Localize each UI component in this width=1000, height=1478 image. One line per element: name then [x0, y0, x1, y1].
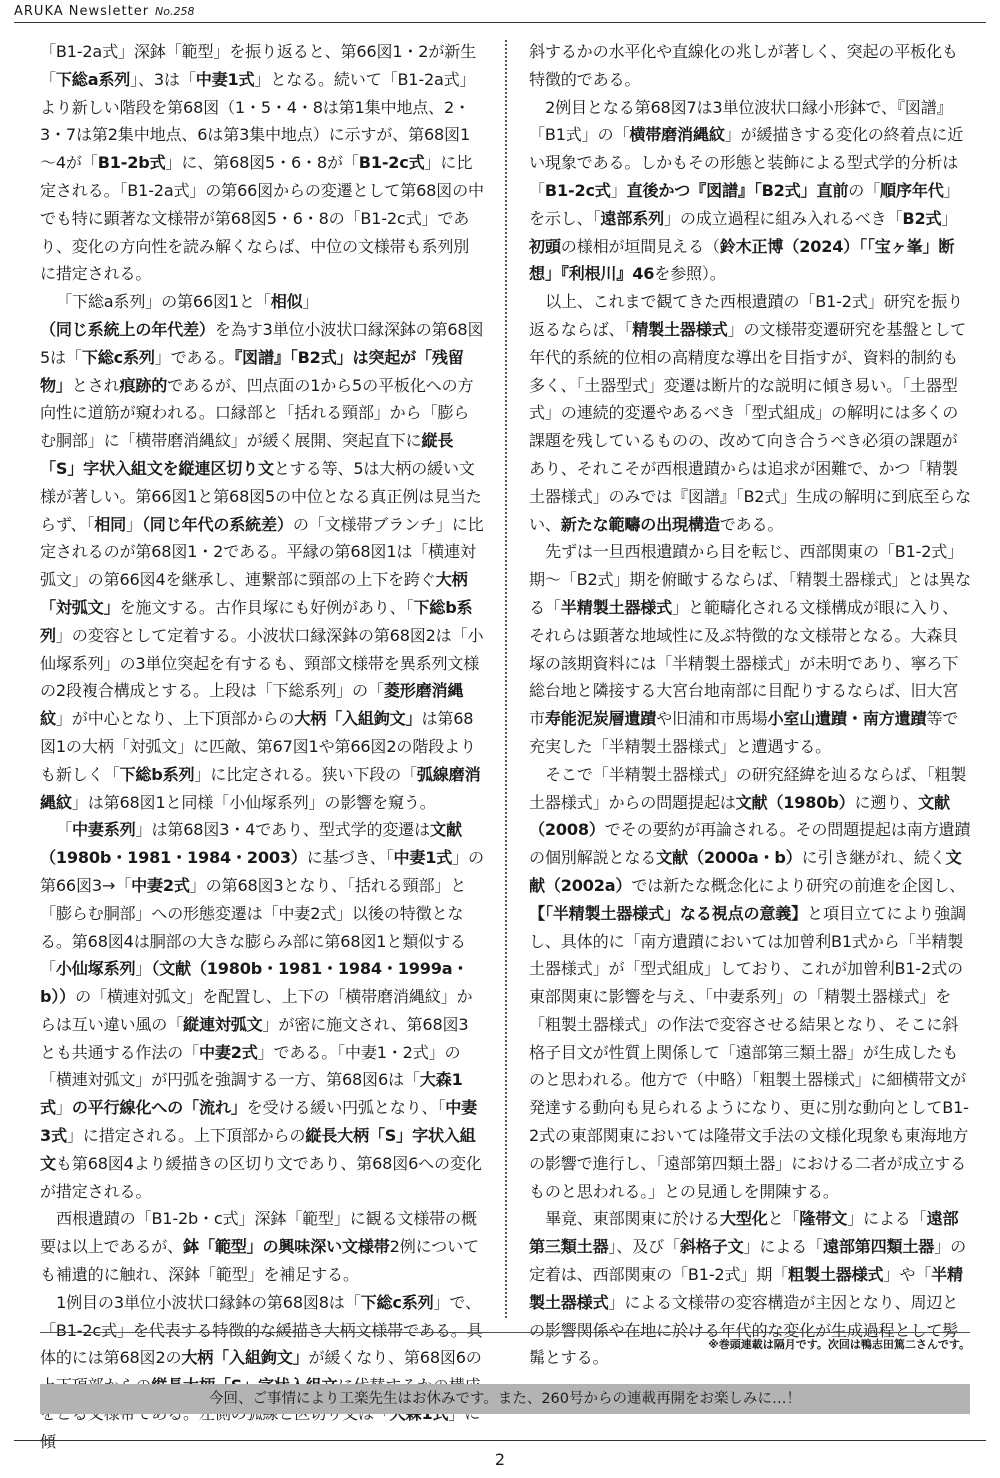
text-run: 以上、これまで観てきた西根遺蹟の「B1-2式」研究を振り返るならば、「	[529, 292, 964, 339]
text-run: に引き継がれ、続く	[801, 848, 946, 868]
text-run: 先ずは一旦西根遺蹟から目を転じ、西部関東の「B1-2式」期～「B2式」期を俯瞰するならば、「精製土器様式」とは異なる「	[529, 542, 971, 617]
bold-text: 下総c系列	[81, 347, 155, 367]
footnote: ※巻頭連載は隔月です。次回は鴨志田篤二さんです。	[708, 1338, 970, 1351]
bold-text: 下総a系列	[55, 69, 131, 89]
text-run: 」の第66図3→「	[40, 848, 484, 895]
article-column-left	[40, 38, 484, 1456]
text-run: 」	[302, 292, 319, 312]
bold-text: （文献（1980b・1981・1984・1999a・b））	[40, 959, 469, 1007]
bold-text: 大型化	[719, 1209, 768, 1229]
text-run: 「B1-2a式」深鉢「範型」を振り返ると、第66図1・2が新生「	[40, 42, 477, 89]
text-run: 」と範疇化される文様構成が眼に入り、それらは顕著な地域性に及ぶ特徴的な文様帯となる。大森貝塚の該期資料には「半精製土器様式」が未明であり、寧ろ下総台地と隣接する大宮台地南部に目配りするならば、旧大宮市	[529, 597, 959, 729]
bold-text: 文献（2002a）	[529, 848, 962, 895]
text-run: 傾	[40, 1431, 56, 1451]
text-run: に遡り、	[854, 792, 919, 812]
bold-text: 大柄「入組鉤文」	[181, 1348, 309, 1368]
bold-text: 【「半精製土器様式」なる視点の意義】	[529, 903, 808, 923]
text-run: 」に、第68図5・6・8が「	[165, 153, 359, 173]
text-run: 」の変容として定着する。小波状口縁深鉢の第68図2は「小仙塚系列」の3単位突起を有するも、頸部文様帯を異系列文様の2段複合構成とする。上段は「下総系列」の「	[40, 625, 484, 701]
text-run: である。	[719, 514, 784, 534]
text-run: 畢竟、東部関東に於ける	[545, 1209, 720, 1229]
text-run: とされ	[71, 375, 120, 395]
text-run: 」が密に施文され、第68図3とも共通する作法の「	[40, 1014, 469, 1062]
newsletter-header	[14, 4, 195, 22]
text-run: 「	[56, 820, 72, 840]
bold-text: 鉢「範型」の興味深い文様帯	[183, 1237, 390, 1257]
bold-text: 菱形磨消縄紋	[40, 681, 464, 729]
bold-text: 縦長「S」字状入組文を縦連区切り文	[40, 431, 454, 478]
bold-text: 横帯磨消縄紋	[629, 125, 725, 145]
bold-text: 中妻1式	[393, 848, 453, 868]
bold-text: 『図譜』「B2式」は突起が「残留物」	[40, 347, 464, 395]
bold-text: B2式	[902, 208, 942, 228]
bold-text: 大森1式	[40, 1070, 463, 1118]
bold-text: 文献（2000a・b）	[656, 848, 802, 868]
text-run: 2例目となる第68図7は3単位波状口縁小形鉢で、『図譜』「B1式」の「	[529, 97, 953, 145]
bold-text: 文献（1980b・1981・1984・2003）	[40, 820, 462, 868]
bold-text: 弧線磨消縄紋	[40, 764, 481, 812]
bold-text: 大柄「対弧文」	[40, 570, 468, 617]
newsletter-title: ARUKA Newsletter	[14, 4, 150, 19]
paragraph	[529, 94, 972, 289]
paragraph	[40, 1289, 484, 1456]
paragraph	[40, 816, 484, 1205]
text-run: は第68図1の大柄「対弧文」に匹敵、第67図1や第66図2の階段よりも新しく「	[40, 709, 476, 784]
text-run: を為す3単位小波状口縁深鉢の第68図5は「	[40, 319, 484, 367]
column-divider	[505, 40, 507, 1318]
text-run: 」	[55, 1098, 72, 1118]
footer-rule	[14, 1440, 986, 1441]
text-run: 2例についても補遺的に触れ、深鉢「範型」を補足する。	[40, 1237, 479, 1285]
text-run: 」や「	[883, 1265, 932, 1285]
bold-text: B1-2b式	[97, 153, 166, 173]
text-run: の様相が垣間見える（	[560, 236, 720, 256]
text-run: 等で充実した「半精製土器様式」と遭遇する。	[529, 709, 959, 756]
text-run: 」で、「B1-2c式」を代表する特徴的な緩描き大柄文様帯である。具体的には第68図2の	[40, 1292, 483, 1368]
bold-text: 下総b系列	[119, 764, 195, 784]
text-run: を参照）。	[654, 264, 726, 284]
paragraph	[529, 538, 972, 760]
text-run: 「下総a系列」の第66図1と「	[56, 292, 271, 312]
header-rule	[14, 22, 986, 23]
text-run: 」が緩描きする変化の終着点に近い現象である。しかもその形態と装飾による型式学的分析は「	[529, 125, 964, 200]
bold-text: 小仙塚系列	[55, 959, 136, 979]
text-run: 」は第68図1と同様「小仙塚系列」の影響を窺う。	[71, 792, 436, 812]
text-run: が緩くなり、第68図6の	[308, 1348, 482, 1368]
bold-text: 遠部系列	[600, 208, 664, 228]
text-run: 」	[135, 959, 152, 979]
bold-text: 縦長大柄「S」字状入組文	[40, 1126, 476, 1173]
bold-text: 半精製土器様式	[560, 597, 673, 617]
bold-text: 文献（2008）	[529, 792, 950, 840]
text-run: 」による「	[847, 1209, 927, 1229]
text-run: 」に措定される。上下頂部からの	[66, 1126, 306, 1146]
bold-text: 粗製土器様式	[788, 1265, 884, 1285]
bold-text: の平行線化への「流れ」	[71, 1098, 247, 1118]
bold-text: 直前	[816, 180, 849, 200]
bold-text: 中妻2式	[198, 1042, 258, 1062]
text-run: 」の第68図3となり、「括れる頸部」と「膨らむ胴部」への形態変遷は「中妻2式」以後の特徴となる。第68図4は胴部の大きな膨らみ部に第68図1と類似する「	[40, 875, 467, 979]
bold-text: 大柄「入組鉤文」	[294, 709, 422, 729]
text-run: の「横連対弧文」を配置し、上下の「横帯磨消縄紋」からは互い違い風の「	[40, 987, 473, 1034]
text-run: 」、3は「	[130, 69, 196, 89]
paragraph	[40, 38, 484, 288]
text-run: 西根遺蹟の「B1-2b・c式」深鉢「範型」に観る文様帯の概要は以上であるが、	[40, 1209, 477, 1257]
bold-text: 中妻2式	[131, 875, 190, 895]
bold-text: B1-2c式	[544, 180, 611, 200]
text-run: の「文様帯ブランチ」に比定されるのが第68図1・2である。平縁の第68図1は「横連対弧文」の第66図4を継承し、連繋部に頸部の上下を跨ぐ	[40, 514, 484, 590]
page-number: 2	[494, 1450, 506, 1469]
text-run: も第68図4より緩描きの区切り文であり、第68図6への変化が措定される。	[40, 1153, 482, 1201]
footnote-rule	[40, 1332, 970, 1333]
bold-text: 小室山遺蹟・南方遺蹟	[767, 709, 927, 729]
issue-number: No.258	[155, 5, 195, 18]
bold-text: （同じ系統上の年代差）	[40, 319, 215, 339]
text-run: に基づき、「	[306, 848, 394, 868]
text-run: の「	[848, 180, 881, 200]
text-run: 」の定着は、西部関東の「B1-2式」期「	[529, 1237, 966, 1285]
text-run: 」である。	[154, 347, 235, 367]
text-run: 」の成立過程に組み入れるべき「	[664, 208, 903, 228]
bold-text: 直後かつ	[626, 180, 691, 200]
text-run: 」となる。続いて「B1-2a式」より新しい階段を第68図（1・5・4・8は第1集中地点、2・3・7は第2集中地点、6は第3集中地点）に示すが、第68図1～4が「	[40, 69, 476, 173]
paragraph	[40, 1205, 484, 1288]
text-run: 」は第68図3・4であり、型式学的変遷は	[135, 820, 431, 840]
bold-text: B1-2c式	[358, 153, 425, 173]
bold-text: 縦連対弧文	[183, 1014, 263, 1034]
bold-text: 文献（1980b）	[735, 792, 855, 812]
text-run: 」による「	[743, 1237, 823, 1257]
text-run: とする等、5は大柄の緩い文様が著しい。第66図1と第68図5の中位となる真正例は見当たらず、「	[40, 458, 482, 534]
text-run: 」の文様帯変遷研究を基盤として年代的系統的位相の高精度な導出を目指すが、資料的制約も多く、「土器型式」変遷は断片的な説明に傾き易い。「土器型式」の連続的変遷やあるべき「型式組成」の解明には多くの課題を残しているものの、改めて向き合うべき必須の課題があり、それこそが西根遺蹟からは追求が困難で、かつ「精製土器様式」のみでは『図譜』「B2式」生成の解明に到底至らない、	[529, 319, 971, 534]
text-run: と項目立てにより強調し、具体的に「南方遺蹟においては加曾利B1式から「半精製土器様式」が「型式組成」しており、これが加曾利B1-2式の東部関東に影響を与え、「中妻系列」の「精製土器様式」を「粗製土器様式」の作法で変容させる結果となり、そこに斜格子目文が性質上関係して「遠部第三類土器」が生成したものと思われる。他方で（中略）「粗製土器様式」に細横帯文が発達する動向も見られるようになり、更に別な動向としてB1-2式の東部関東においては隆帯文手法の文様化現象も東海地方の影響で進行し、「遠部第四類土器」における二者が成立するものと思われる。」との見通しを開陳する。	[529, 903, 969, 1201]
text-run: であるが、凹点面の1から5の平板化への方向性に道筋が窺われる。口縁部と「括れる頸部」から「膨らむ胴部」に「横帯磨消縄紋」が緩く展開、突起直下に	[40, 375, 474, 451]
bold-text: 中妻系列	[72, 820, 136, 840]
text-run: 」に比定される。狭い下段の「	[194, 764, 417, 784]
bold-text: 中妻1式	[195, 69, 255, 89]
bold-text: 新たな範疇の出現構造	[560, 514, 720, 534]
text-run: そこで「半精製土器様式」の研究経緯を辿るならば、「粗製土器様式」からの問題提起は	[529, 764, 967, 812]
text-run: 」	[941, 208, 958, 228]
text-run: と「	[767, 1209, 800, 1229]
text-run: 」による文様帯の変容構造が主因となり、周辺との影響関係や在地に於ける年代的な変化が生成過程として髣髴とする。	[529, 1292, 959, 1368]
bold-text: 遠部第三類土器	[529, 1209, 959, 1257]
text-run: を施文する。古作貝塚にも好例があり、「	[119, 597, 414, 617]
text-run: 斜するかの水平化や直線化の兆しが著しく、突起の平板化も特徴的である。	[529, 42, 958, 89]
text-run: 」を示し、「	[529, 180, 960, 228]
text-run: 」が中心となり、上下頂部からの	[55, 709, 295, 729]
bold-text: 相同	[94, 514, 127, 534]
text-run: 」、及び「	[608, 1237, 680, 1257]
paragraph	[40, 288, 484, 816]
text-run: でその要約が再論される。その問題提起は南方遺蹟の個別解説となる	[529, 820, 971, 868]
paragraph	[529, 38, 972, 94]
bold-text: 相似	[270, 292, 303, 312]
notice-banner: 今回、ご事情により工楽先生はお休みです。また、260号からの連載再開をお楽しみに…！	[40, 1384, 970, 1414]
bold-text: 隆帯文	[799, 1209, 848, 1229]
bold-text: 半精製土器様式	[529, 1265, 963, 1312]
text-run: 」に比定される。「B1-2a式」の第66図からの変遷として第68図の中でも特に顕著な文様帯が第68図5・6・8の「B1-2c式」であり、変化の方向性を読み解くならば、中位の文様帯も系列別に措定される。	[40, 153, 484, 284]
bold-text: 遠部第四類土器	[822, 1237, 935, 1257]
bold-text: 下総b系列	[40, 597, 473, 645]
text-run: 」である。「中妻1・2式」の「横連対弧文」が円弧を強調する一方、第68図6は「	[40, 1042, 461, 1090]
bold-text: 中妻3式	[40, 1098, 478, 1146]
text-run: 」	[126, 514, 142, 534]
bold-text: 下総c系列	[360, 1292, 434, 1312]
bold-text: 斜格子文	[679, 1237, 744, 1257]
paragraph	[529, 761, 972, 1206]
bold-text: 初頭	[529, 236, 561, 256]
bold-text: 『図譜』「B2式」	[690, 180, 817, 200]
paragraph	[529, 288, 972, 538]
bold-text: 痕跡的	[119, 375, 168, 395]
bold-text: 鈴木正博（2024）「「宝ヶ峯」断想」『利根川』46	[529, 236, 955, 284]
bold-text: 寿能泥炭層遺蹟	[544, 709, 657, 729]
bold-text: 順序年代	[880, 180, 944, 200]
bold-text: （同じ年代の系統差）	[141, 514, 293, 534]
bold-text: 精製土器様式	[632, 319, 728, 339]
text-run: 1例目の3単位小波状口縁鉢の第68図8は「	[56, 1292, 361, 1312]
text-run: や旧浦和市馬場	[656, 709, 768, 729]
text-run: を受ける緩い円弧となり、「	[246, 1098, 446, 1118]
text-run: 」	[610, 180, 627, 200]
article-column-right	[529, 38, 972, 1372]
text-run: では新たな概念化により研究の前進を企図し、	[631, 875, 966, 895]
